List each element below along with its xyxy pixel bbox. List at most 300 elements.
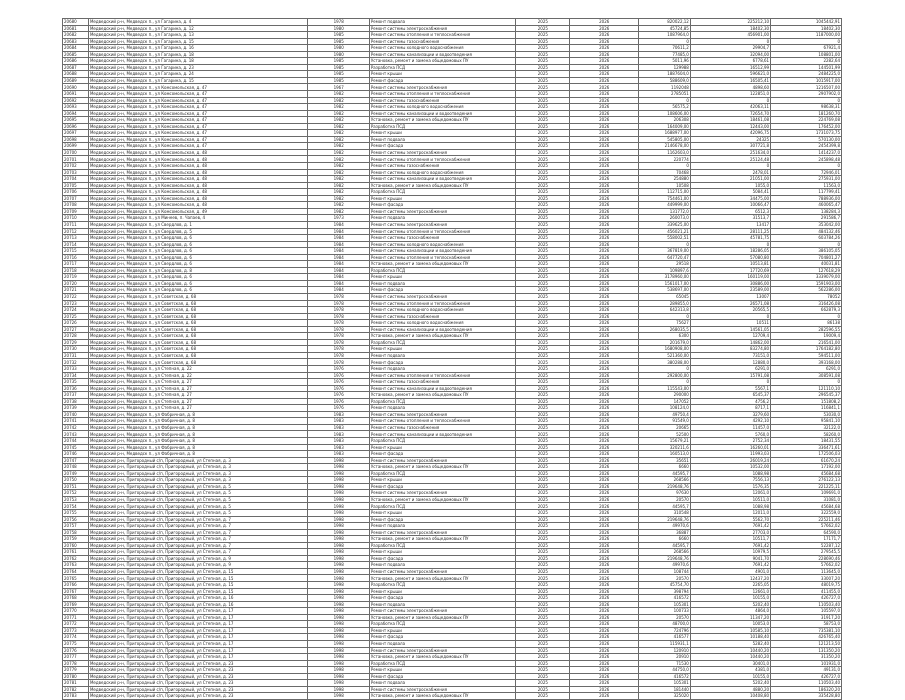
cost-total-cell: 31350,20 <box>771 654 842 661</box>
year-built-cell: 1998 <box>308 464 369 471</box>
cost-2-cell: 10053,0 <box>690 621 770 628</box>
address-cell: Медведский р-н, Пригородный с/п, Пригородный, ул Степная, д. 23 <box>88 667 308 674</box>
year-built-cell: 1976 <box>308 385 369 392</box>
year-end-cell: 2026 <box>570 431 638 438</box>
row-id-cell: 20743 <box>63 431 89 438</box>
address-cell: Медведский р-н, Медведск п., ул Комсомольская, д. 48 <box>88 195 308 202</box>
row-id-cell: 20754 <box>63 503 89 510</box>
cost-1-cell: 44750,0 <box>638 667 690 674</box>
year-end-cell: 2026 <box>570 339 638 346</box>
row-id-cell: 20728 <box>63 333 89 340</box>
year-built-cell: 1978 <box>308 326 369 333</box>
cost-total-cell: 570130,00 <box>771 136 842 143</box>
year-end-cell: 2026 <box>570 77 638 84</box>
year-end-cell: 2026 <box>570 241 638 248</box>
work-type-cell: Ремонт системы электроснабжения <box>369 293 515 300</box>
cost-2-cell: 10532,00 <box>690 464 770 471</box>
cost-2-cell: 1088,98 <box>690 503 770 510</box>
cost-total-cell: 110503,40 <box>771 601 842 608</box>
cost-1-cell: 91549,0 <box>638 418 690 425</box>
address-cell: Медведский р-н, Медведск п., ул Гагарина, д. 24 <box>88 71 308 78</box>
cost-2-cell: 251634,0 <box>690 149 770 156</box>
year-start-cell: 2025 <box>516 510 570 517</box>
cost-total-cell: 31081,0 <box>771 496 842 503</box>
cost-2-cell: 2478,01 <box>690 169 770 176</box>
year-start-cell: 2025 <box>516 117 570 124</box>
year-end-cell: 2026 <box>570 293 638 300</box>
row-id-cell: 20761 <box>63 549 89 556</box>
cost-total-cell: 0 <box>771 38 842 45</box>
cost-total-cell: 2282,64 <box>771 58 842 65</box>
year-start-cell: 2025 <box>516 464 570 471</box>
year-start-cell: 2025 <box>516 280 570 287</box>
year-start-cell: 2025 <box>516 58 570 65</box>
cost-2-cell: 16260,01 <box>690 444 770 451</box>
year-start-cell: 2025 <box>516 392 570 399</box>
cost-2-cell: 27703,0 <box>690 529 770 536</box>
work-type-cell: Ремонт фасада <box>369 483 515 490</box>
cost-2-cell: 26571,08 <box>690 300 770 307</box>
work-type-cell: Ремонт системы электроснабжения <box>369 221 515 228</box>
year-start-cell: 2025 <box>516 595 570 602</box>
year-built-cell: 1998 <box>308 608 369 615</box>
cost-total-cell: 0 <box>771 241 842 248</box>
year-end-cell: 2026 <box>570 647 638 654</box>
cost-total-cell: 1216507,00 <box>771 84 842 91</box>
work-type-cell: Установка, ремонт и замена общедомовых ПУ <box>369 536 515 543</box>
work-type-cell: Установка, ремонт и замена общедомовых ПУ <box>369 58 515 65</box>
year-built-cell: 1982 <box>308 149 369 156</box>
work-type-cell: Ремонт системы электроснабжения <box>369 457 515 464</box>
year-start-cell: 2025 <box>516 444 570 451</box>
year-start-cell: 2025 <box>516 333 570 340</box>
cost-2-cell: 12709,4 <box>690 333 770 340</box>
year-end-cell: 2026 <box>570 84 638 91</box>
address-cell: Медведский р-н, Медведск п., ул Комсомольская, д. 48 <box>88 176 308 183</box>
work-type-cell: Ремонт фасада <box>369 555 515 562</box>
cost-total-cell: 1045442,91 <box>771 19 842 26</box>
work-type-cell: Установка, ремонт и замена общедомовых ПУ <box>369 496 515 503</box>
year-end-cell: 2026 <box>570 582 638 589</box>
year-start-cell: 2025 <box>516 77 570 84</box>
year-end-cell: 2026 <box>570 117 638 124</box>
row-id-cell: 20732 <box>63 359 89 366</box>
year-end-cell: 2026 <box>570 64 638 71</box>
address-cell: Медведский р-н, Медведск п., ул Советская, д. 68 <box>88 333 308 340</box>
cost-total-cell: 316426,08 <box>771 300 842 307</box>
cost-1-cell: 292800,00 <box>638 372 690 379</box>
cost-2-cell: 1088,98 <box>690 470 770 477</box>
address-cell: Медведский р-н, Медведск п., ул Комсомольская, д. 48 <box>88 189 308 196</box>
year-built-cell: 1984 <box>308 248 369 255</box>
work-type-cell: Ремонт системы электроснабжения <box>369 529 515 536</box>
year-end-cell: 2026 <box>570 32 638 39</box>
cost-2-cell: 26019,24 <box>690 457 770 464</box>
address-cell: Медведский р-н, Пригородный с/п, Пригородный, ул Степная, д. 5 <box>88 483 308 490</box>
cost-1-cell: 115931,1 <box>638 640 690 647</box>
row-id-cell: 20719 <box>63 274 89 281</box>
year-built-cell: 1998 <box>308 490 369 497</box>
cost-total-cell: 17192,00 <box>771 464 842 471</box>
cost-1-cell: 820022,12 <box>638 19 690 26</box>
address-cell: Медведский р-н, Пригородный с/п, Пригородный, ул Степная, д. 17 <box>88 614 308 621</box>
cost-2-cell: 23589,00 <box>690 287 770 294</box>
row-id-cell: 20775 <box>63 640 89 647</box>
work-type-cell: Ремонт фасада <box>369 287 515 294</box>
cost-1-cell: 416577 <box>638 634 690 641</box>
cost-total-cell: 225211,46 <box>771 516 842 523</box>
cost-1-cell: 120910 <box>638 647 690 654</box>
year-start-cell: 2025 <box>516 359 570 366</box>
address-cell: Медведский р-н, Пригородный с/п, Пригородный, ул Степная, д. 16 <box>88 601 308 608</box>
year-end-cell: 2026 <box>570 163 638 170</box>
year-start-cell: 2025 <box>516 542 570 549</box>
address-cell: Медведский р-н, Медведск п., ул Минеев, п. Чапаев, 4 <box>88 215 308 222</box>
cost-total-cell: 291586,7 <box>771 215 842 222</box>
cost-total-cell: 18431,55 <box>771 438 842 445</box>
cost-total-cell: 460065,47 <box>771 202 842 209</box>
address-cell: Медведский р-н, Медведск п., ул Комсомольская, д. 47 <box>88 110 308 117</box>
year-end-cell: 2026 <box>570 104 638 111</box>
work-type-cell: Ремонт подвала <box>369 640 515 647</box>
address-cell: Медведский р-н, Пригородный с/п, Пригородный, ул Степная, д. 3 <box>88 477 308 484</box>
work-type-cell: Установка, ремонт и замена общедомовых ПУ <box>369 654 515 661</box>
year-start-cell: 2025 <box>516 208 570 215</box>
year-start-cell: 2025 <box>516 647 570 654</box>
cost-2-cell: 225212,10 <box>690 19 770 26</box>
row-id-cell: 20680 <box>63 19 89 26</box>
cost-total-cell: 32122,0 <box>771 424 842 431</box>
row-id-cell: 20714 <box>63 241 89 248</box>
cost-total-cell: 484132,46 <box>771 228 842 235</box>
work-type-cell: Ремонт крыши <box>369 667 515 674</box>
year-end-cell: 2026 <box>570 614 638 621</box>
year-end-cell: 2026 <box>570 555 638 562</box>
work-type-cell: Ремонт системы электроснабжения <box>369 490 515 497</box>
cost-total-cell: 86138 <box>771 320 842 327</box>
address-cell: Медведский р-н, Медведск п., ул Степная, д. 27 <box>88 392 308 399</box>
cost-total-cell: 78052 <box>771 293 842 300</box>
year-end-cell: 2026 <box>570 490 638 497</box>
row-id-cell: 20682 <box>63 32 89 39</box>
year-built-cell: 1982 <box>308 208 369 215</box>
year-built-cell: 1978 <box>308 300 369 307</box>
address-cell: Медведский р-н, Пригородный с/п, Пригородный, ул Степная, д. 23 <box>88 680 308 687</box>
cost-total-cell: 31917,20 <box>771 614 842 621</box>
work-type-cell: Ремонт системы газоснабжения <box>369 235 515 242</box>
year-start-cell: 2025 <box>516 195 570 202</box>
work-type-cell: Разработка ПСД <box>369 503 515 510</box>
year-end-cell: 2026 <box>570 110 638 117</box>
cost-total-cell: 1015917,00 <box>771 77 842 84</box>
work-type-cell: Ремонт системы электроснабжения <box>369 208 515 215</box>
work-type-cell: Установка, ремонт и замена общедомовых ПУ <box>369 614 515 621</box>
row-id-cell: 20746 <box>63 451 89 458</box>
year-built-cell: 1978 <box>308 359 369 366</box>
address-cell: Медведский р-н, Пригородный с/п, Пригородный, ул Степная, д. 23 <box>88 693 308 700</box>
year-start-cell: 2025 <box>516 38 570 45</box>
cost-2-cell: 4756,2 <box>690 398 770 405</box>
year-built-cell: 1998 <box>308 621 369 628</box>
work-type-cell: Ремонт системы канализации и водоотведения <box>369 248 515 255</box>
cost-1-cell: 558002,51 <box>638 235 690 242</box>
year-built-cell: 1984 <box>308 287 369 294</box>
work-type-cell: Ремонт системы электроснабжения <box>369 84 515 91</box>
work-type-cell: Разработка ПСД <box>369 470 515 477</box>
cost-2-cell: 15791,08 <box>690 372 770 379</box>
address-cell: Медведский р-н, Медведск п., ул Комсомольская, д. 49 <box>88 208 308 215</box>
cost-1-cell: 0 <box>638 97 690 104</box>
cost-total-cell: 335428,80 <box>771 693 842 700</box>
cost-1-cell: 219648,76 <box>638 483 690 490</box>
cost-total-cell: 181260,70 <box>771 110 842 117</box>
year-built-cell: 1998 <box>308 568 369 575</box>
year-end-cell: 2026 <box>570 634 638 641</box>
work-type-cell: Разработка ПСД <box>369 267 515 274</box>
cost-2-cell: 307721,8 <box>690 143 770 150</box>
cost-1-cell: 97630 <box>638 490 690 497</box>
cost-total-cell: 186320,20 <box>771 686 842 693</box>
work-type-cell: Ремонт крыши <box>369 274 515 281</box>
row-id-cell: 20698 <box>63 136 89 143</box>
row-id-cell: 20681 <box>63 25 89 32</box>
year-end-cell: 2026 <box>570 529 638 536</box>
year-start-cell: 2025 <box>516 241 570 248</box>
cost-1-cell: 0 <box>638 379 690 386</box>
cost-1-cell: 20570 <box>638 496 690 503</box>
work-type-cell: Ремонт системы отопления и теплоснабжения <box>369 156 515 163</box>
cost-1-cell: 45724,85 <box>638 25 690 32</box>
year-built-cell: 1998 <box>308 523 369 530</box>
cost-1-cell: 129988 <box>638 64 690 71</box>
cost-2-cell: 7691,42 <box>690 542 770 549</box>
year-built-cell: 1998 <box>308 542 369 549</box>
address-cell: Медведский р-н, Медведск п., ул Свердлов, д. 6 <box>88 248 308 255</box>
year-start-cell: 2025 <box>516 411 570 418</box>
year-start-cell: 2025 <box>516 621 570 628</box>
year-end-cell: 2026 <box>570 45 638 52</box>
cost-2-cell: 596621,0 <box>690 71 770 78</box>
cost-1-cell: 36887 <box>638 529 690 536</box>
cost-2-cell: 42096,75 <box>690 130 770 137</box>
cost-total-cell: 101931,0 <box>771 660 842 667</box>
work-type-cell: Ремонт системы отопления и теплоснабжения <box>369 372 515 379</box>
row-id-cell: 20706 <box>63 189 89 196</box>
work-type-cell: Ремонт системы электроснабжения <box>369 149 515 156</box>
work-type-cell: Разработка ПСД <box>369 582 515 589</box>
work-type-cell: Ремонт фасада <box>369 634 515 641</box>
table-row <box>63 693 842 700</box>
row-id-cell: 20756 <box>63 516 89 523</box>
cost-2-cell: 6512,3 <box>690 208 770 215</box>
row-id-cell: 20711 <box>63 221 89 228</box>
year-built-cell: 1984 <box>308 267 369 274</box>
year-built-cell: 1983 <box>308 431 369 438</box>
row-id-cell: 20765 <box>63 575 89 582</box>
row-id-cell: 20753 <box>63 496 89 503</box>
row-id-cell: 20690 <box>63 84 89 91</box>
year-start-cell: 2025 <box>516 221 570 228</box>
cost-1-cell: 206308 <box>638 117 690 124</box>
year-built-cell: 1984 <box>308 274 369 281</box>
year-end-cell: 2026 <box>570 195 638 202</box>
row-id-cell: 20755 <box>63 510 89 517</box>
cost-1-cell: 2785051 <box>638 91 690 98</box>
year-start-cell: 2025 <box>516 568 570 575</box>
cost-1-cell: 70468 <box>638 169 690 176</box>
row-id-cell: 20758 <box>63 529 89 536</box>
year-end-cell: 2026 <box>570 667 638 674</box>
work-type-cell: Ремонт системы отопления и теплоснабжения <box>369 91 515 98</box>
work-type-cell: Установка, ремонт и замена общедомовых ПУ <box>369 575 515 582</box>
cost-total-cell: 57662,02 <box>771 562 842 569</box>
address-cell: Медведский р-н, Медведск п., ул Гагарина, д. 15 <box>88 38 308 45</box>
cost-total-cell: 594511,00 <box>771 352 842 359</box>
cost-1-cell: 15679,21 <box>638 438 690 445</box>
year-end-cell: 2026 <box>570 686 638 693</box>
cost-total-cell: 322559,0 <box>771 510 842 517</box>
cost-total-cell: 172506,03 <box>771 451 842 458</box>
year-end-cell: 2026 <box>570 254 638 261</box>
row-id-cell: 20766 <box>63 582 89 589</box>
cost-2-cell: 13417 <box>690 221 770 228</box>
work-type-cell: Ремонт системы отопления и теплоснабжения <box>369 32 515 39</box>
year-built-cell: 1984 <box>308 280 369 287</box>
row-id-cell: 20727 <box>63 326 89 333</box>
address-cell: Медведский р-н, Медведск п., ул Свердлов, д. 5 <box>88 228 308 235</box>
cost-total-cell: 45684,68 <box>771 503 842 510</box>
work-type-cell: Ремонт фасада <box>369 359 515 366</box>
cost-2-cell: 8717,1 <box>690 405 770 412</box>
year-start-cell: 2025 <box>516 91 570 98</box>
year-built-cell: 1973 <box>308 215 369 222</box>
work-type-cell: Разработка ПСД <box>369 123 515 130</box>
cost-total-cell: 336471,61 <box>771 444 842 451</box>
cost-total-cell: 57662,02 <box>771 523 842 530</box>
cost-2-cell: 7556,13 <box>690 477 770 484</box>
year-end-cell: 2026 <box>570 19 638 26</box>
work-type-cell: Ремонт системы канализации и водоотведения <box>369 110 515 117</box>
address-cell: Медведский р-н, Медведск п., ул Свердлов, д. 6 <box>88 261 308 268</box>
cost-2-cell: 6545,37 <box>690 392 770 399</box>
row-id-cell: 20742 <box>63 424 89 431</box>
cost-total-cell: 426765,40 <box>771 634 842 641</box>
cost-2-cell: 12011,0 <box>690 510 770 517</box>
cost-1-cell: 219648,76 <box>638 555 690 562</box>
year-end-cell: 2026 <box>570 143 638 150</box>
row-id-cell: 20691 <box>63 91 89 98</box>
year-built-cell: 1985 <box>308 38 369 45</box>
row-id-cell: 20707 <box>63 195 89 202</box>
year-built-cell: 1978 <box>308 313 369 320</box>
year-built-cell: 1984 <box>308 261 369 268</box>
cost-2-cell: 18402,30 <box>690 25 770 32</box>
address-cell: Медведский р-н, Пригородный с/п, Пригородный, ул Степная, д. 9 <box>88 562 308 569</box>
work-type-cell: Разработка ПСД <box>369 438 515 445</box>
address-cell: Медведский р-н, Медведск п., ул Комсомольская, д. 48 <box>88 163 308 170</box>
cost-1-cell: 45754,70 <box>638 582 690 589</box>
row-id-cell: 20736 <box>63 385 89 392</box>
year-start-cell: 2025 <box>516 326 570 333</box>
year-built-cell: 1984 <box>308 235 369 242</box>
work-type-cell: Ремонт подвала <box>369 215 515 222</box>
work-type-cell: Ремонт крыши <box>369 510 515 517</box>
cost-2-cell: 32094,00 <box>690 51 770 58</box>
cost-2-cell: 12880,0 <box>690 359 770 366</box>
cost-2-cell: 5202,40 <box>690 601 770 608</box>
repair-table <box>62 18 842 700</box>
address-cell: Медведский р-н, Медведск п., ул Комсомольская, д. 47 <box>88 130 308 137</box>
year-end-cell: 2026 <box>570 398 638 405</box>
year-end-cell: 2026 <box>570 71 638 78</box>
address-cell: Медведский р-н, Медведск п., ул Комсомольская, д. 47 <box>88 91 308 98</box>
cost-1-cell: 449999,00 <box>638 202 690 209</box>
work-type-cell: Разработка ПСД <box>369 660 515 667</box>
cost-total-cell: 49131,0 <box>771 667 842 674</box>
cost-1-cell: 538697,00 <box>638 287 690 294</box>
address-cell: Медведский р-н, Пригородный с/п, Пригородный, ул Степная, д. 23 <box>88 660 308 667</box>
year-start-cell: 2025 <box>516 588 570 595</box>
cost-1-cell: 75627 <box>638 320 690 327</box>
year-built-cell: 1980 <box>308 51 369 58</box>
year-end-cell: 2026 <box>570 130 638 137</box>
address-cell: Медведский р-н, Медведск п., ул Комсомольская, д. 47 <box>88 143 308 150</box>
cost-total-cell: 393168,00 <box>771 359 842 366</box>
year-built-cell: 1978 <box>308 19 369 26</box>
work-type-cell: Ремонт подвала <box>369 352 515 359</box>
cost-2-cell: 12061,0 <box>690 490 770 497</box>
year-start-cell: 2025 <box>516 235 570 242</box>
cost-total-cell: 1187000,00 <box>771 32 842 39</box>
year-start-cell: 2025 <box>516 608 570 615</box>
cost-1-cell: 545805,00 <box>638 136 690 143</box>
address-cell: Медведский р-н, Медведск п., ул Комсомольская, д. 47 <box>88 136 308 143</box>
year-built-cell: 1983 <box>308 444 369 451</box>
year-end-cell: 2026 <box>570 608 638 615</box>
year-built-cell: 1976 <box>308 405 369 412</box>
cost-1-cell: 44595,7 <box>638 470 690 477</box>
cost-2-cell: 9041,70 <box>690 555 770 562</box>
cost-2-cell: 10440,20 <box>690 647 770 654</box>
cost-total-cell: 279545,5 <box>771 549 842 556</box>
year-end-cell: 2026 <box>570 595 638 602</box>
cost-total-cell: 735381,10 <box>771 627 842 634</box>
address-cell: Медведский р-н, Медведск п., ул Комсомольская, д. 48 <box>88 182 308 189</box>
year-end-cell: 2026 <box>570 25 638 32</box>
year-end-cell: 2026 <box>570 385 638 392</box>
year-built-cell: 1982 <box>308 117 369 124</box>
cost-2-cell: 83274,80 <box>690 346 770 353</box>
cost-2-cell: 10513,81 <box>690 261 770 268</box>
year-end-cell: 2026 <box>570 372 638 379</box>
year-built-cell: 1983 <box>308 451 369 458</box>
year-start-cell: 2025 <box>516 582 570 589</box>
cost-1-cell: 268566 <box>638 549 690 556</box>
year-start-cell: 2025 <box>516 71 570 78</box>
cost-1-cell: 268035,5 <box>638 326 690 333</box>
address-cell: Медведский р-н, Медведск п., ул Свердлов, д. 6 <box>88 241 308 248</box>
row-id-cell: 20773 <box>63 627 89 634</box>
address-cell: Медведский р-н, Медведск п., ул Советская, д. 68 <box>88 359 308 366</box>
cost-1-cell: 44595,7 <box>638 542 690 549</box>
cost-total-cell: 64590,0 <box>771 529 842 536</box>
year-start-cell: 2025 <box>516 136 570 143</box>
row-id-cell: 20689 <box>63 77 89 84</box>
work-type-cell: Установка, ремонт и замена общедомовых ПУ <box>369 117 515 124</box>
address-cell: Медведский р-н, Медведск п., ул Фабричная, д. 8 <box>88 438 308 445</box>
work-type-cell: Разработка ПСД <box>369 621 515 628</box>
cost-2-cell: 10511,0 <box>690 496 770 503</box>
